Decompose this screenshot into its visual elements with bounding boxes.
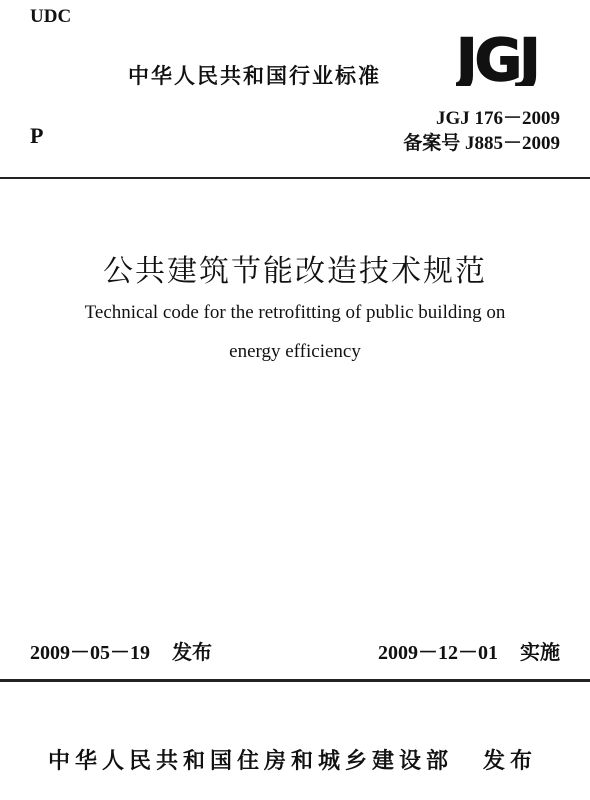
record-number: 备案号 J885－2009 (403, 133, 560, 154)
issue-date: 2009－05－19 (30, 642, 150, 664)
footer-divider (0, 679, 590, 682)
jgj-logo (456, 28, 564, 86)
header-divider (0, 177, 590, 179)
standard-code: JGJ 176－2009 (435, 108, 560, 129)
issue-date-row (30, 636, 212, 665)
jgj-logo-text: JGJ (456, 28, 538, 86)
category-letter: P (30, 123, 44, 148)
title-english-line2: energy efficiency (229, 341, 361, 362)
udc-label: UDC (30, 6, 72, 27)
standard-type-heading: 中华人民共和国行业标准 (128, 64, 381, 88)
publisher-issue-label: 发布 (483, 749, 538, 774)
effective-label: 实施 (520, 640, 560, 664)
publisher-name: 中华人民共和国住房和城乡建设部 (48, 749, 454, 774)
effective-date-row (378, 636, 560, 665)
publisher-row (48, 744, 537, 775)
effective-date: 2009－12－01 (378, 642, 498, 664)
title-english-line1: Technical code for the retrofitting of public building on (84, 302, 506, 323)
issue-label: 发布 (172, 640, 212, 664)
title-chinese: 公共建筑节能改造技术规范 (103, 254, 487, 289)
